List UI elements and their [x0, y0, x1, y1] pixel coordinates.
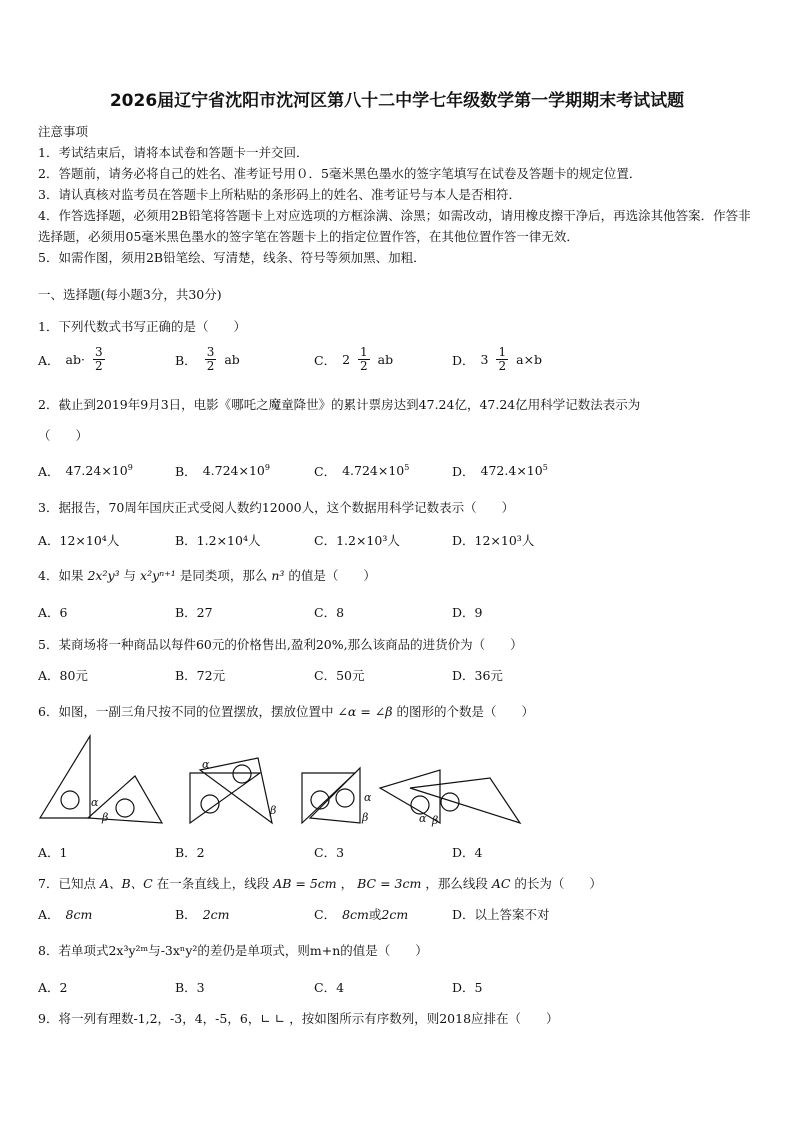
option-math: 2cm: [202, 906, 230, 922]
stem-text: ，那么线段: [425, 876, 488, 891]
question-8-stem: 8．若单项式2x³y²ᵐ与-3xⁿy²的差仍是单项式，则m+n的值是（ ）: [38, 943, 428, 958]
stem-math: BC = 3cm: [357, 876, 422, 891]
option-label: C．: [314, 907, 337, 922]
question-7-options: [38, 905, 758, 933]
option-d[interactable]: D．以上答案不对: [452, 907, 550, 922]
stem-text: 的图形的个数是（ ）: [396, 704, 534, 719]
question-5-options: [38, 666, 758, 694]
alpha-label: α: [202, 758, 210, 771]
option-exponent: 5: [542, 463, 548, 473]
stem-math: n³: [271, 568, 285, 583]
option-label: D．: [452, 464, 475, 479]
option-d[interactable]: D．12×10³人: [452, 533, 535, 548]
note-item: 2．答题前，请务必将自己的姓名、准考证号用０．5毫米黑色墨水的签字笔填写在试卷及答题卡的规定位置．: [38, 166, 642, 181]
option-b[interactable]: [175, 346, 240, 373]
note-item: 5．如需作图，须用2B铅笔绘、写清楚，线条、符号等须加黑、加粗．: [38, 250, 426, 265]
beta-label: β: [432, 814, 439, 827]
stem-math: A、B、C: [99, 876, 153, 891]
option-b[interactable]: B．72元: [175, 668, 226, 683]
notes-heading: 注意事项: [38, 124, 89, 139]
option-math: 2cm: [381, 907, 409, 922]
stem-math: AC: [491, 876, 511, 891]
option-b[interactable]: B．3: [175, 980, 205, 995]
option-a[interactable]: A．2: [38, 980, 68, 995]
option-a[interactable]: A．6: [38, 605, 68, 620]
option-value: 47.24×10: [65, 463, 128, 479]
option-math: ab: [377, 352, 394, 367]
option-exponent: 5: [404, 463, 410, 473]
option-d[interactable]: [452, 462, 548, 480]
option-value: 472.4×10: [480, 463, 543, 479]
option-c[interactable]: C．4: [314, 980, 345, 995]
option-c[interactable]: [314, 462, 409, 480]
option-text: 或: [368, 907, 382, 922]
question-2-stem-line2: （ ）: [38, 428, 89, 443]
beta-label: β: [270, 804, 277, 817]
question-4-options: [38, 603, 758, 631]
option-math: ab·: [65, 352, 85, 367]
stem-text: 在一条直线上，线段: [156, 876, 270, 891]
option-a[interactable]: A．80元: [38, 668, 88, 683]
question-7-stem: [38, 874, 602, 892]
question-1-stem: 1．下列代数式书写正确的是（ ）: [38, 319, 246, 334]
option-label: C．: [314, 352, 337, 368]
triangle-rulers-figures: [30, 728, 530, 828]
stem-text: 与: [123, 568, 137, 583]
stem-text: 4．如果: [38, 568, 84, 583]
option-b[interactable]: B．2: [175, 845, 205, 860]
option-c[interactable]: C．1.2×10³人: [314, 533, 400, 548]
option-value: 4.724×10: [202, 463, 265, 479]
option-math: 3: [480, 352, 489, 367]
option-label: B．: [175, 464, 197, 479]
option-math: a×b: [516, 352, 543, 367]
option-c[interactable]: C．50元: [314, 668, 365, 683]
stem-text: 6．如图，一副三角尺按不同的位置摆放，摆放位置中: [38, 704, 334, 719]
note-item: 4．作答选择题，必须用2B铅笔将答题卡上对应选项的方框涂满、涂黑；如需改动，请用橡皮擦干净后，再选涂其他答案．作答非选择题，必须用05毫米黑色墨水的签字笔在答题卡上的指定位置作答，在其他位置作答一律无效．: [38, 208, 751, 244]
fraction-numerator: 3: [94, 345, 103, 359]
fraction: [358, 346, 370, 373]
question-5-stem: 5．某商场将一种商品以每件60元的价格售出,盈利20%,那么该商品的进货价为（ ）: [38, 637, 523, 652]
option-label: D．: [452, 352, 475, 368]
stem-text: 的长为（ ）: [514, 876, 602, 891]
option-c[interactable]: [314, 346, 393, 373]
figure-1: [40, 736, 162, 823]
fraction-denominator: 2: [206, 359, 215, 373]
option-a[interactable]: [38, 462, 133, 480]
option-label: A．: [38, 352, 60, 368]
option-exponent: 9: [264, 463, 270, 473]
notes-block: [38, 121, 760, 268]
option-label: A．: [38, 907, 60, 922]
alpha-label: α: [419, 812, 427, 825]
option-b[interactable]: [175, 905, 230, 923]
question-2-stem: 2．截止到2019年9月3日，电影《哪吒之魔童降世》的累计票房达到47.24亿，47.24亿用科学记数法表示为: [38, 397, 641, 412]
question-9-stem: 9．将一列有理数-1,2，-3，4，-5，6，∟ ∟ ，按如图所示有序数列，则2018应排在（ ）: [38, 1011, 559, 1026]
option-d[interactable]: [452, 346, 542, 373]
option-label: B．: [175, 907, 197, 922]
fraction: [496, 346, 508, 373]
question-1-options: [38, 346, 758, 374]
question-6-options: [38, 843, 758, 871]
option-value: 4.724×10: [342, 463, 405, 479]
question-2-options: [38, 462, 758, 490]
option-c[interactable]: C．3: [314, 845, 345, 860]
option-a[interactable]: [38, 905, 92, 923]
fraction: [205, 346, 217, 373]
stem-text: 是同类项，那么: [179, 568, 268, 583]
option-c[interactable]: C．8: [314, 605, 345, 620]
option-a[interactable]: A．12×10⁴人: [38, 533, 120, 548]
note-item: 3．请认真核对监考员在答题卡上所粘贴的条形码上的姓名、准考证号与本人是否相符．: [38, 187, 521, 202]
option-d[interactable]: D．36元: [452, 668, 503, 683]
figure-4: [380, 770, 520, 823]
stem-math: ∠α = ∠β: [337, 704, 393, 719]
stem-text: 7．已知点: [38, 876, 96, 891]
option-math: 2: [342, 352, 351, 367]
section-heading: 一、选择题(每小题3分，共30分): [38, 287, 222, 302]
option-d[interactable]: D．4: [452, 845, 483, 860]
fraction-denominator: 2: [94, 359, 103, 373]
option-label: B．: [175, 352, 197, 368]
option-d[interactable]: D．9: [452, 605, 483, 620]
option-c[interactable]: [314, 905, 408, 923]
figure-3: [302, 768, 360, 823]
fraction-denominator: 2: [360, 359, 368, 373]
beta-label: β: [102, 811, 109, 824]
exam-title: 2026届辽宁省沈阳市沈河区第八十二中学七年级数学第一学期期末考试试题: [109, 91, 685, 111]
note-item: 1．考试结束后，请将本试卷和答题卡一并交回．: [38, 145, 309, 160]
question-8-options: [38, 978, 758, 1006]
option-exponent: 9: [127, 463, 133, 473]
question-4-stem: [38, 566, 376, 584]
stem-text: ，: [340, 876, 354, 891]
question-3-options: [38, 531, 758, 559]
option-b[interactable]: B．1.2×10⁴人: [175, 533, 261, 548]
alpha-label: α: [91, 796, 99, 809]
option-math: 8cm: [65, 906, 93, 922]
option-label: C．: [314, 464, 337, 479]
fraction-numerator: 3: [206, 345, 215, 359]
fraction-numerator: 1: [360, 345, 368, 359]
question-3-stem: 3．据报告，70周年国庆正式受阅人数约12000人，这个数据用科学记数表示（ ）: [38, 500, 515, 515]
option-a[interactable]: A．1: [38, 845, 68, 860]
alpha-label: α: [364, 791, 372, 804]
stem-math: 2x²y³: [87, 568, 120, 583]
stem-math: x²yⁿ⁺¹: [140, 568, 176, 583]
option-math: 8cm: [342, 907, 369, 922]
beta-label: β: [362, 811, 369, 824]
stem-text: 的值是（ ）: [288, 568, 376, 583]
option-a[interactable]: [38, 346, 107, 373]
stem-math: AB = 5cm: [273, 876, 337, 891]
option-b[interactable]: B．27: [175, 605, 213, 620]
question-6-stem: [38, 702, 534, 720]
option-math: ab: [224, 352, 240, 367]
option-d[interactable]: D．5: [452, 980, 483, 995]
fraction-denominator: 2: [498, 359, 507, 373]
option-label: A．: [38, 464, 60, 479]
fraction-numerator: 1: [498, 345, 507, 359]
option-b[interactable]: [175, 462, 270, 480]
fraction: [93, 346, 105, 373]
